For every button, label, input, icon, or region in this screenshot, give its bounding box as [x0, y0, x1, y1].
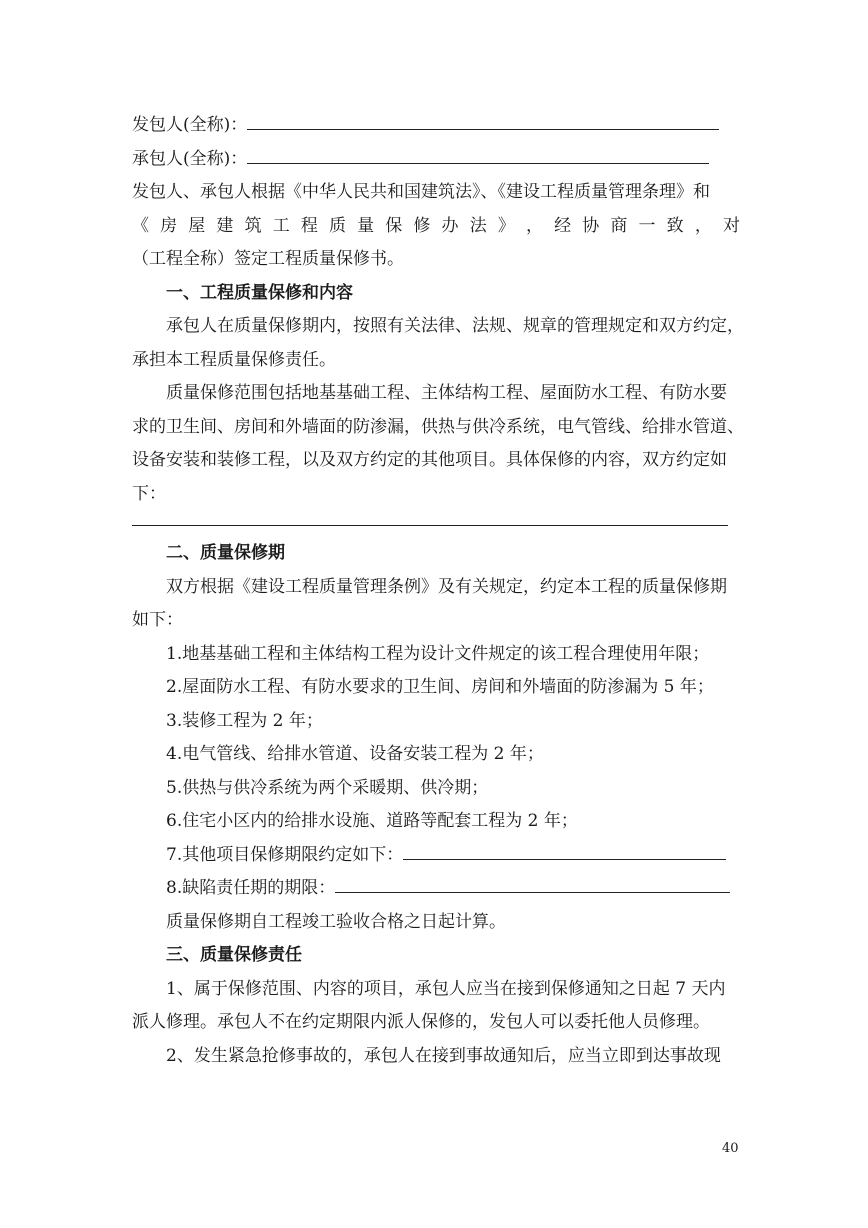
intro-line-2-char: 》: [497, 215, 515, 236]
contractor-line: [132, 143, 740, 177]
page-number: 40: [722, 1141, 739, 1156]
defect-period-blank[interactable]: [335, 873, 730, 893]
section3-p1-line2: 派人修理。承包人不在约定期限内派人保修的，发包人可以委托他人员修理。: [132, 1012, 710, 1032]
intro-line-2-char: ，: [694, 215, 712, 236]
contractor-blank[interactable]: [247, 144, 709, 164]
period-item-1: 1.地基基础工程和主体结构工程为设计文件规定的该工程合理使用年限；: [166, 643, 710, 664]
intro-line-2-char: 质: [328, 215, 346, 236]
section1-p1-line2: 承担本工程质量保修责任。: [132, 349, 336, 370]
intro-line-2: [132, 210, 740, 244]
period-item-7-label: 7.其他项目保修期限约定如下：: [166, 844, 404, 865]
period-item-8: [132, 872, 740, 906]
intro-line-2-char: 一: [638, 215, 656, 236]
intro-line-3: （工程全称）签定工程质量保修书。: [132, 249, 404, 269]
intro-line-1: 发包人、承包人根据《中华人民共和国建筑法》、《建设工程质量管理条理》和: [132, 182, 710, 202]
period-item-3: 3.装修工程为 2 年；: [166, 710, 323, 731]
intro-line-2-char: 屋: [188, 215, 206, 236]
intro-line-2-char: 修: [413, 215, 431, 236]
contractor-label: 承包人(全称)：: [132, 148, 248, 169]
other-period-blank[interactable]: [403, 840, 726, 860]
intro-line-2-char: 办: [441, 215, 459, 236]
section1-heading: 一、工程质量保修和内容: [166, 282, 353, 303]
section1-p2-line2: 求的卫生间、房间和外墙面的防渗漏，供热与供冷系统，电气管线、给排水管道、: [132, 416, 744, 437]
intro-line-2-char: 商: [610, 215, 628, 236]
section3-p2-line1: 2、发生紧急抢修事故的，承包人在接到事故通知后，应当立即到达事故现: [166, 1045, 721, 1066]
intro-line-2-char: 筑: [244, 215, 262, 236]
section1-p2-line4: 下：: [132, 483, 166, 504]
intro-line-2-char: 量: [357, 215, 375, 236]
period-item-2: 2.屋面防水工程、有防水要求的卫生间、房间和外墙面的防渗漏为 5 年；: [166, 677, 714, 697]
section1-p1-line1: 承包人在质量保修期内，按照有关法律、法规、规章的管理规定和双方约定，: [166, 316, 744, 336]
section3-heading: 三、质量保修责任: [166, 945, 302, 965]
intro-line-2-char: 经: [554, 215, 572, 236]
intro-line-2-char: 《: [132, 215, 149, 236]
section1-p2-line3: 设备安装和装修工程，以及双方约定的其他项目。具体保修的内容，双方约定如: [132, 450, 727, 470]
period-item-8-label: 8.缺陷责任期的期限：: [166, 878, 336, 898]
employer-blank[interactable]: [247, 110, 719, 130]
employer-line: [132, 109, 740, 143]
intro-line-2-char: 法: [469, 215, 487, 236]
intro-line-2-char: 致: [666, 215, 684, 236]
intro-line-2-char: 程: [300, 215, 318, 236]
section2-p1-line1: 双方根据《建设工程质量管理条例》及有关规定，约定本工程的质量保修期: [166, 576, 727, 597]
section2-note: 质量保修期自工程竣工验收合格之日起计算。: [166, 911, 506, 932]
section2-heading: 二、质量保修期: [166, 543, 285, 563]
period-item-4: 4.电气管线、给排水管道、设备安装工程为 2 年；: [166, 744, 544, 764]
period-item-5: 5.供热与供冷系统为两个采暖期、供冷期；: [166, 777, 489, 798]
period-item-6: 6.住宅小区内的给排水设施、道路等配套工程为 2 年；: [166, 811, 578, 831]
intro-line-2-char: 对: [722, 215, 740, 236]
intro-line-2-char: 保: [385, 215, 403, 236]
intro-line-2-char: 建: [216, 215, 234, 236]
intro-line-2-char: 房: [160, 215, 178, 236]
employer-label: 发包人(全称)：: [132, 115, 248, 135]
warranty-content-blank[interactable]: [132, 511, 740, 537]
section1-p2-line1: 质量保修范围包括地基基础工程、主体结构工程、屋面防水工程、有防水要: [166, 383, 727, 403]
period-item-7: [132, 839, 740, 873]
intro-line-2-char: 工: [272, 215, 290, 236]
section3-p1-line1: 1、属于保修范围、内容的项目，承包人应当在接到保修通知之日起 7 天内: [166, 978, 726, 999]
document-body: [132, 109, 744, 1073]
intro-line-2-char: ，: [525, 215, 543, 236]
section2-p1-line2: 如下：: [132, 610, 183, 630]
intro-line-2-char: 协: [582, 215, 600, 236]
